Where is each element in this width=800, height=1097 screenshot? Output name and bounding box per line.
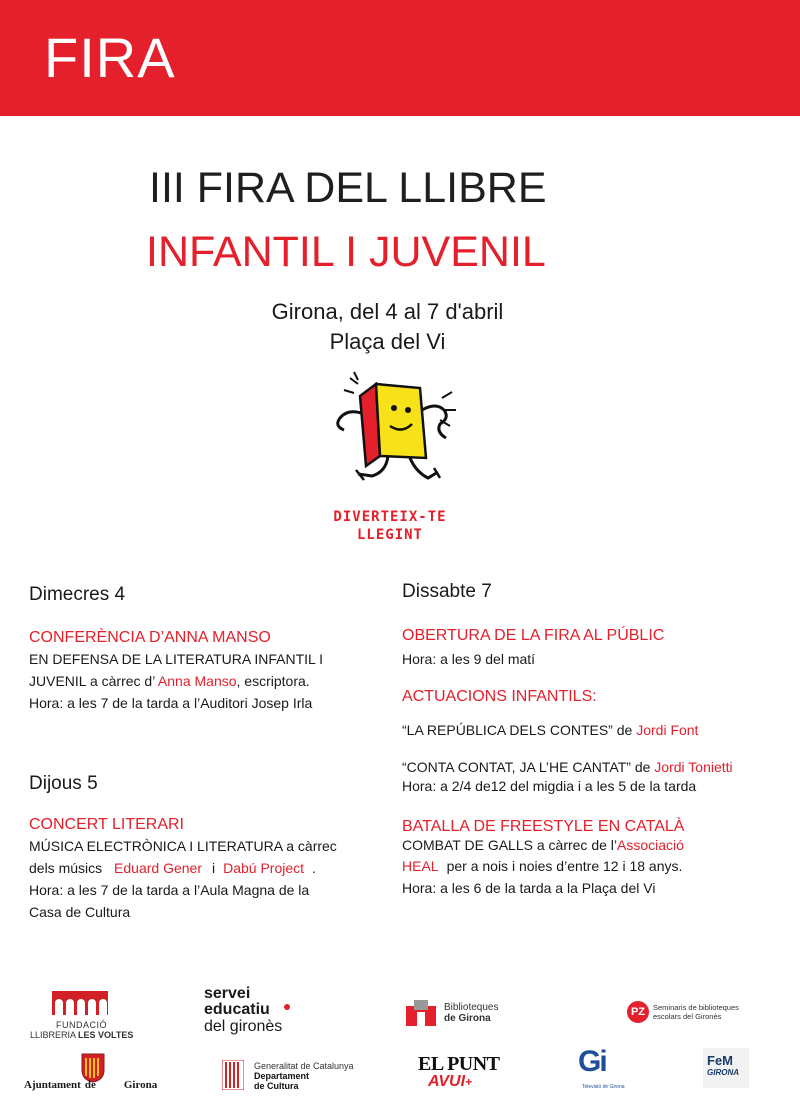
el-punt-avui-logo: EL PUNT AVUI+: [418, 1053, 500, 1090]
performer-name: Jordi Tonietti: [654, 759, 733, 775]
event-text: HEAL per a nois i noies d’entre 12 i 18 anys.: [402, 858, 683, 874]
event-text: “CONTA CONTAT, JA L’HE CANTAT” de Jordi Tonietti: [402, 759, 733, 775]
performer-name: Eduard Gener: [114, 860, 202, 876]
day-heading: Dijous 5: [29, 773, 98, 794]
event-time: Hora: a les 9 del matí: [402, 651, 536, 667]
event-title: ACTUACIONS INFANTILS:: [402, 688, 597, 705]
day-heading: Dimecres 4: [29, 584, 126, 605]
location-dates: Girona, del 4 al 7 d'abril: [271, 299, 504, 324]
event-text: EN DEFENSA DE LA LITERATURA INFANTIL I: [29, 651, 324, 667]
day-heading: Dissabte 7: [402, 581, 492, 602]
event-text: JUVENIL a càrrec d’ Anna Manso, escriptora.: [29, 673, 310, 689]
performer-name: Dabú Project: [223, 860, 305, 876]
event-title: OBERTURA DE LA FIRA AL PÚBLIC: [402, 627, 665, 644]
performer-name: Jordi Font: [636, 722, 699, 738]
voltes-logo: FUNDACIÓ LLIBRERIA LES VOLTES: [30, 985, 130, 1045]
event-text: MÚSICA ELECTRÒNICA I LITERATURA a càrrec: [29, 838, 337, 854]
biblioteques-logo: Biblioteques de Girona: [404, 998, 534, 1028]
event-title: CONFERÈNCIA D’ANNA MANSO: [29, 629, 271, 646]
servei-educatiu-logo: servei educatiu del gironès: [204, 986, 314, 1042]
event-time: Hora: a les 7 de la tarda a l’Auditori Josep Irla: [29, 695, 313, 711]
biblioteques-icon: [404, 998, 438, 1028]
seminaris-logo: PZ Seminaris de biblioteques escolars del Gironès: [627, 1000, 787, 1026]
event-text: COMBAT DE GALLS a càrrec de l’Associació: [402, 837, 684, 853]
event-title: CONCERT LITERARI: [29, 816, 184, 833]
tv-girona-logo: Gi Televisió de Girona: [578, 1045, 625, 1090]
book-mascot-icon: [330, 370, 460, 495]
tv-girona-icon: Gi: [578, 1045, 606, 1078]
event-venue: Casa de Cultura: [29, 904, 131, 920]
seminaris-icon: PZ: [627, 1001, 649, 1023]
event-time: Hora: a les 7 de la tarda a l’Aula Magna de la: [29, 882, 310, 898]
ajuntament-logo: Ajuntament de Girona: [24, 1052, 164, 1092]
event-time: Hora: a 2/4 de12 del migdia i a les 5 de la tarda: [402, 778, 697, 794]
main-title-line1: III FIRA DEL LLIBRE: [149, 164, 547, 212]
location-place: Plaça del Vi: [329, 329, 446, 354]
header-title: FIRA: [44, 26, 176, 89]
generalitat-logo: Generalitat de Catalunya Departament de Cultura: [222, 1060, 372, 1094]
generalitat-icon: [222, 1060, 244, 1090]
red-dot-icon: [284, 1004, 290, 1010]
slogan-line1: DIVERTEIX-TE: [333, 509, 447, 525]
event-title: BATALLA DE FREESTYLE EN CATALÀ: [402, 818, 685, 835]
voltes-arches-icon: [52, 985, 112, 1015]
speaker-name: Anna Manso: [157, 673, 237, 689]
event-text: dels músics Eduard Gener i Dabú Project .: [29, 860, 316, 876]
organizer-name: Associació: [617, 837, 684, 853]
event-text: “LA REPÚBLICA DELS CONTES” de Jordi Font: [402, 722, 699, 738]
event-time: Hora: a les 6 de la tarda a la Plaça del Vi: [402, 880, 656, 896]
main-title-line2: INFANTIL I JUVENIL: [146, 228, 546, 276]
fem-girona-logo: FeM GIRONA: [703, 1048, 749, 1088]
slogan-line2: LLEGINT: [356, 527, 423, 543]
organizer-name: HEAL: [402, 858, 439, 874]
